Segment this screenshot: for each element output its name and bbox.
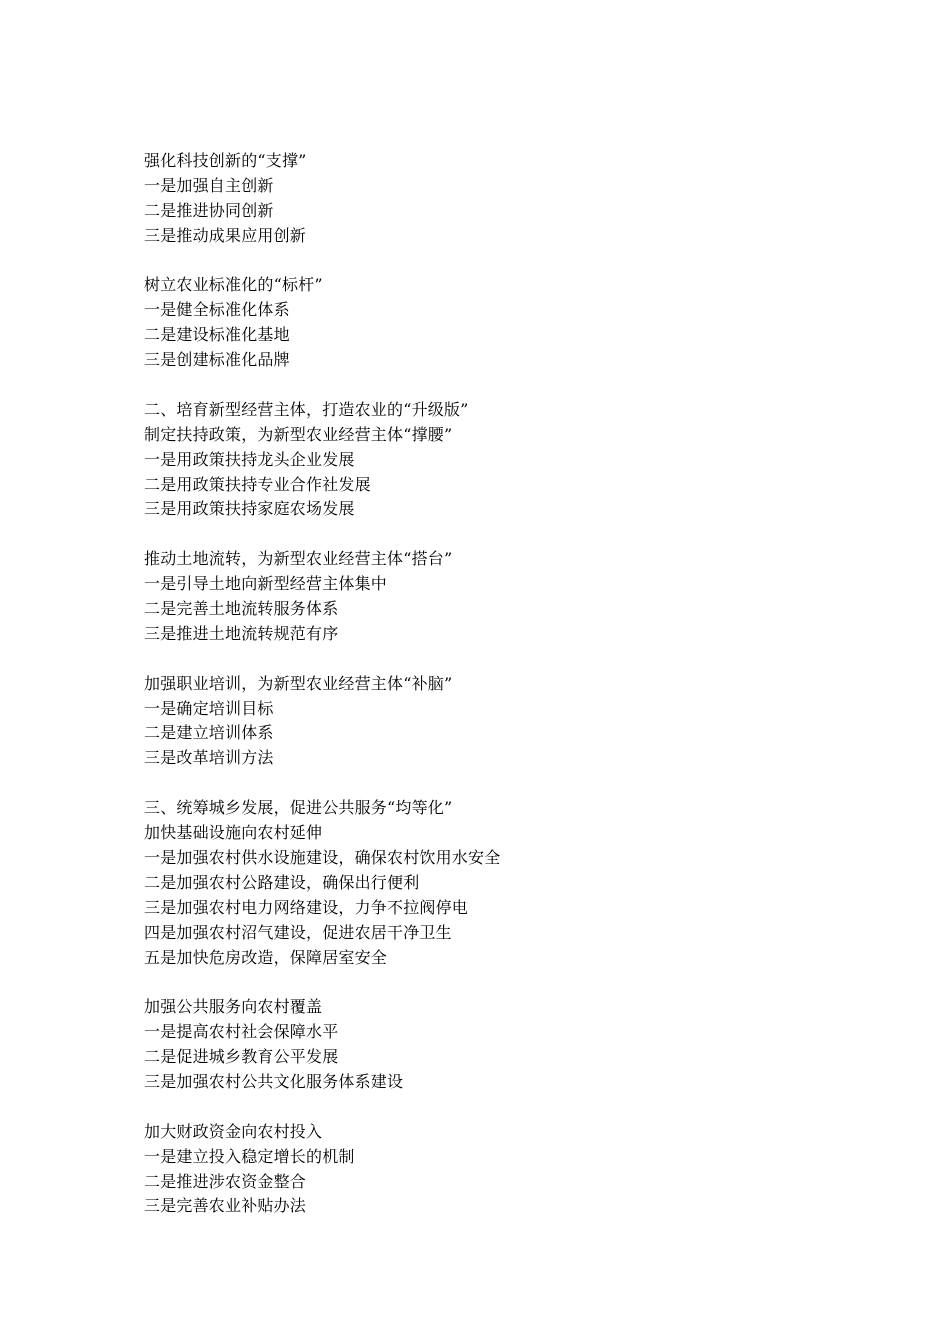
list-item: 一是建立投入稳定增长的机制 bbox=[144, 1146, 355, 1166]
list-item: 三是用政策扶持家庭农场发展 bbox=[144, 499, 355, 519]
list-item: 二是促进城乡教育公平发展 bbox=[144, 1047, 339, 1067]
list-item: 四是加强农村沼气建设，促进农居干净卫生 bbox=[144, 922, 452, 942]
blank-line bbox=[144, 522, 844, 547]
blank-line bbox=[144, 373, 844, 398]
section-heading: 加强公共服务向农村覆盖 bbox=[144, 997, 323, 1017]
section-heading: 制定扶持政策，为新型农业经营主体“撑腰” bbox=[144, 424, 453, 444]
list-item: 三是改革培训方法 bbox=[144, 748, 274, 768]
chapter-heading: 二、培育新型经营主体，打造农业的“升级版” bbox=[144, 399, 469, 419]
list-item: 二是加强农村公路建设，确保出行便利 bbox=[144, 872, 420, 892]
list-item: 一是加强农村供水设施建设，确保农村饮用水安全 bbox=[144, 847, 501, 867]
list-item: 二是建设标准化基地 bbox=[144, 325, 290, 345]
list-item: 三是创建标准化品牌 bbox=[144, 350, 290, 370]
chapter-heading: 三、统筹城乡发展，促进公共服务“均等化” bbox=[144, 798, 453, 818]
section-heading: 树立农业标准化的“标杆” bbox=[144, 275, 323, 295]
section-heading: 强化科技创新的“支撑” bbox=[144, 151, 307, 170]
list-item: 五是加快危房改造，保障居室安全 bbox=[144, 947, 388, 967]
section-heading: 加大财政资金向农村投入 bbox=[144, 1121, 323, 1141]
blank-line bbox=[144, 771, 844, 796]
blank-line bbox=[144, 1095, 844, 1120]
list-item: 三是加强农村电力网络建设，力争不拉阀停电 bbox=[144, 897, 469, 917]
list-item: 一是加强自主创新 bbox=[144, 175, 274, 195]
blank-line bbox=[144, 647, 844, 672]
list-item: 三是推动成果应用创新 bbox=[144, 225, 307, 245]
list-item: 一是提高农村社会保障水平 bbox=[144, 1022, 339, 1042]
list-item: 二是完善土地流转服务体系 bbox=[144, 599, 339, 619]
section-heading: 加强职业培训，为新型农业经营主体“补脑” bbox=[144, 673, 453, 693]
list-item: 一是引导土地向新型经营主体集中 bbox=[144, 574, 388, 594]
blank-line bbox=[144, 970, 844, 995]
blank-line bbox=[144, 249, 844, 274]
section-heading: 推动土地流转，为新型农业经营主体“搭台” bbox=[144, 549, 453, 569]
list-item: 三是完善农业补贴办法 bbox=[144, 1196, 307, 1216]
list-item: 三是加强农村公共文化服务体系建设 bbox=[144, 1071, 404, 1091]
section-heading: 加快基础设施向农村延伸 bbox=[144, 823, 323, 843]
list-item: 一是健全标准化体系 bbox=[144, 300, 290, 320]
document-body bbox=[144, 149, 844, 1219]
list-item: 一是用政策扶持龙头企业发展 bbox=[144, 449, 355, 469]
list-item: 一是确定培训目标 bbox=[144, 698, 274, 718]
list-item: 三是推进土地流转规范有序 bbox=[144, 623, 339, 643]
list-item: 二是用政策扶持专业合作社发展 bbox=[144, 474, 371, 494]
list-item: 二是推进协同创新 bbox=[144, 200, 274, 220]
list-item: 二是推进涉农资金整合 bbox=[144, 1171, 307, 1191]
list-item: 二是建立培训体系 bbox=[144, 723, 274, 743]
